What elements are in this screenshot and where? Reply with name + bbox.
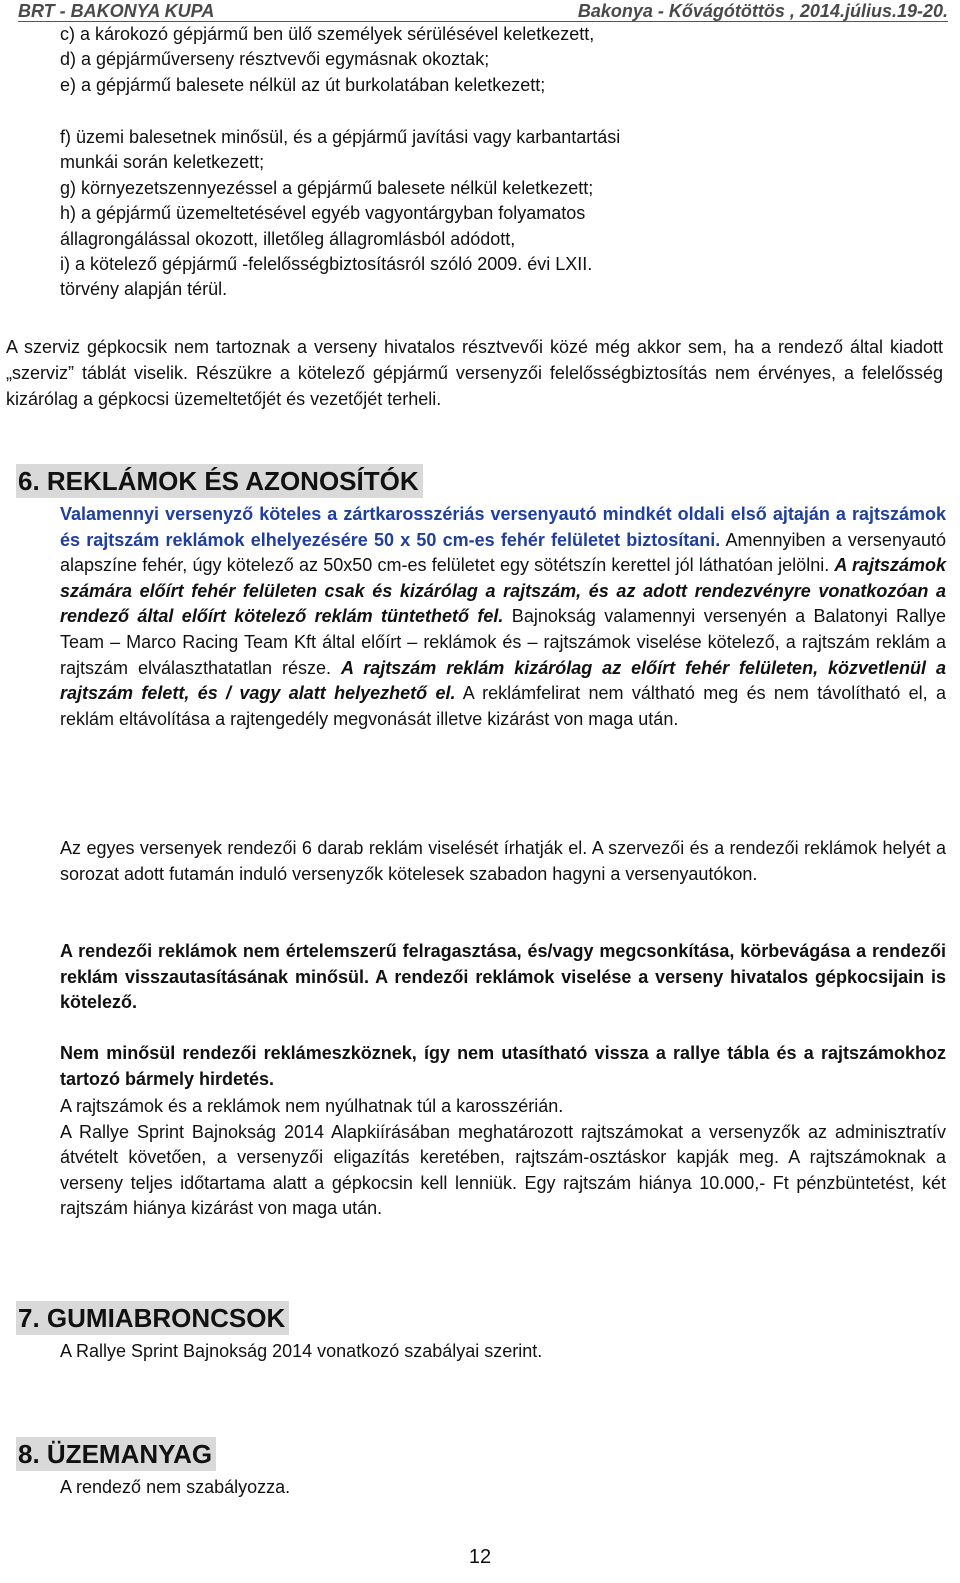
service-car-paragraph: A szerviz gépkocsik nem tartoznak a verseny hivatalos résztvevői közé még akkor sem, ha a rendező által kiadott „szerviz” táblát viselik. Részükre a kötelező gépjármű versenyzői felelősségbiztosítás nem érvényes, a felelősség kizárólag a gépkocsi üzemeltetőjét és vezetőjét terheli. bbox=[6, 337, 943, 409]
liability-list-part-1 bbox=[60, 22, 950, 98]
emphasis-text: A rajtszám reklám kizárólag az előírt fehér felületen, közvetlenül a rajtszám felett, és / vagy alatt helyezhető el. bbox=[60, 657, 946, 704]
header-title: BRT - BAKONYA KUPA bbox=[18, 1, 215, 21]
paragraph-text: Amennyiben a versenyautó alapszíne fehér, úgy kötelező az 50x50 cm-es felületet egy sötétszín kerettel jól láthatóan jelölni. bbox=[60, 529, 946, 576]
section-7-heading: 7. GUMIABRONCSOK bbox=[16, 1301, 289, 1335]
list-item: h) a gépjármű üzemeltetésével egyéb vagyontárgyban folyamatos bbox=[60, 203, 586, 224]
paragraph-text: A reklámfelirat nem váltható meg és nem távolítható el, a reklám eltávolítása a rajtengedély megvonását illetve kizárást von maga után. bbox=[60, 683, 947, 729]
list-item: munkái során keletkezett; bbox=[60, 152, 265, 173]
list-item: e) a gépjármű balesete nélkül az út burkolatában keletkezett; bbox=[60, 74, 546, 95]
list-item: g) környezetszennyezéssel a gépjármű balesete nélkül keletkezett; bbox=[60, 177, 594, 198]
list-item: c) a károkozó gépjármű ben ülő személyek sérülésével keletkezett, bbox=[60, 24, 595, 44]
list-item: d) a gépjárműverseny résztvevői egymásnak okoztak; bbox=[60, 49, 490, 70]
section-8-text: A rendező nem szabályozza. bbox=[60, 1477, 291, 1497]
section-6-paragraph-1 bbox=[60, 502, 946, 732]
section-6-heading: 6. REKLÁMOK ÉS AZONOSÍTÓK bbox=[16, 464, 423, 498]
section-8-heading: 8. ÜZEMANYAG bbox=[16, 1437, 216, 1471]
paragraph-text: A Rallye Sprint Bajnokság 2014 Alapkiírásában meghatározott rajtszámokat a versenyzők az adminisztratív átvételt követően, a versenyzői eligazítás keretében, rajtszám-osztáskor kapják meg. A rajtszámoknak a verseny teljes időtartama alatt a gépkocsin kell lenniük. Egy rajtszám hiánya 10.000,- Ft pénzbüntetést, két rajtszám hiánya kizárást von maga után. bbox=[60, 1121, 946, 1219]
mandatory-number-area-text: Valamennyi versenyző köteles a zártkarosszériás versenyautó mindkét oldali első ajtaján a rajtszámok és rajtszám reklámok elhelyezésére 50 x 50 cm-es fehér felületet biztosítani. bbox=[60, 504, 946, 550]
list-item: állagrongálással okozott, illetőleg állagromlásból adódott, bbox=[60, 228, 516, 249]
section-6-paragraph-4: Nem minősül rendezői reklámeszköznek, így nem utasítható vissza a rallye tábla és a rajtszámokhoz tartozó bármely hirdetés. bbox=[60, 1043, 946, 1089]
section-6-paragraph-2: Az egyes versenyek rendezői 6 darab reklám viselését írhatják el. A szervezői és a rendezői reklámok helyét a sorozat adott futamán induló versenyzők kötelesek szabadon hagyni a versenyautókon. bbox=[60, 838, 946, 884]
list-item: törvény alapján térül. bbox=[60, 279, 228, 300]
section-6-paragraph-5 bbox=[60, 1094, 946, 1222]
paragraph-text: A rajtszámok és a reklámok nem nyúlhatnak túl a karosszérián. bbox=[60, 1096, 564, 1116]
emphasis-text: A rajtszámok számára előírt fehér felületen csak és kizárólag a rajtszám, és az adott rendezvényre vonatkozóan a rendező által előírt kötelező reklám tüntethető fel. bbox=[60, 555, 947, 627]
page-header bbox=[0, 0, 960, 21]
header-event-info: Bakonya - Kővágótöttös , 2014.július.19-20. bbox=[577, 1, 948, 21]
paragraph-text: Bajnokság valamennyi versenyén a Balatonyi Rallye Team – Marco Racing Team Kft által előírt – reklámok és – rajtszámok viselése kötelező, a rajtszám reklám a rajtszám elválaszthatatlan része. bbox=[60, 606, 946, 678]
list-item: i) a kötelező gépjármű -felelősségbiztosításról szóló 2009. évi LXII. bbox=[60, 254, 593, 275]
section-6-paragraph-3: A rendezői reklámok nem értelemszerű felragasztása, és/vagy megcsonkítása, körbevágása a rendezői reklám visszautasításának minősül. A rendezői reklámok viselése a verseny hivatalos gépkocsijain is kötelező. bbox=[60, 941, 946, 1013]
liability-list-part-2 bbox=[60, 125, 950, 303]
page-number: 12 bbox=[468, 1546, 492, 1568]
section-7-text: A Rallye Sprint Bajnokság 2014 vonatkozó szabályai szerint. bbox=[60, 1341, 543, 1361]
list-item: f) üzemi balesetnek minősül, és a gépjármű javítási vagy karbantartási bbox=[60, 127, 621, 147]
